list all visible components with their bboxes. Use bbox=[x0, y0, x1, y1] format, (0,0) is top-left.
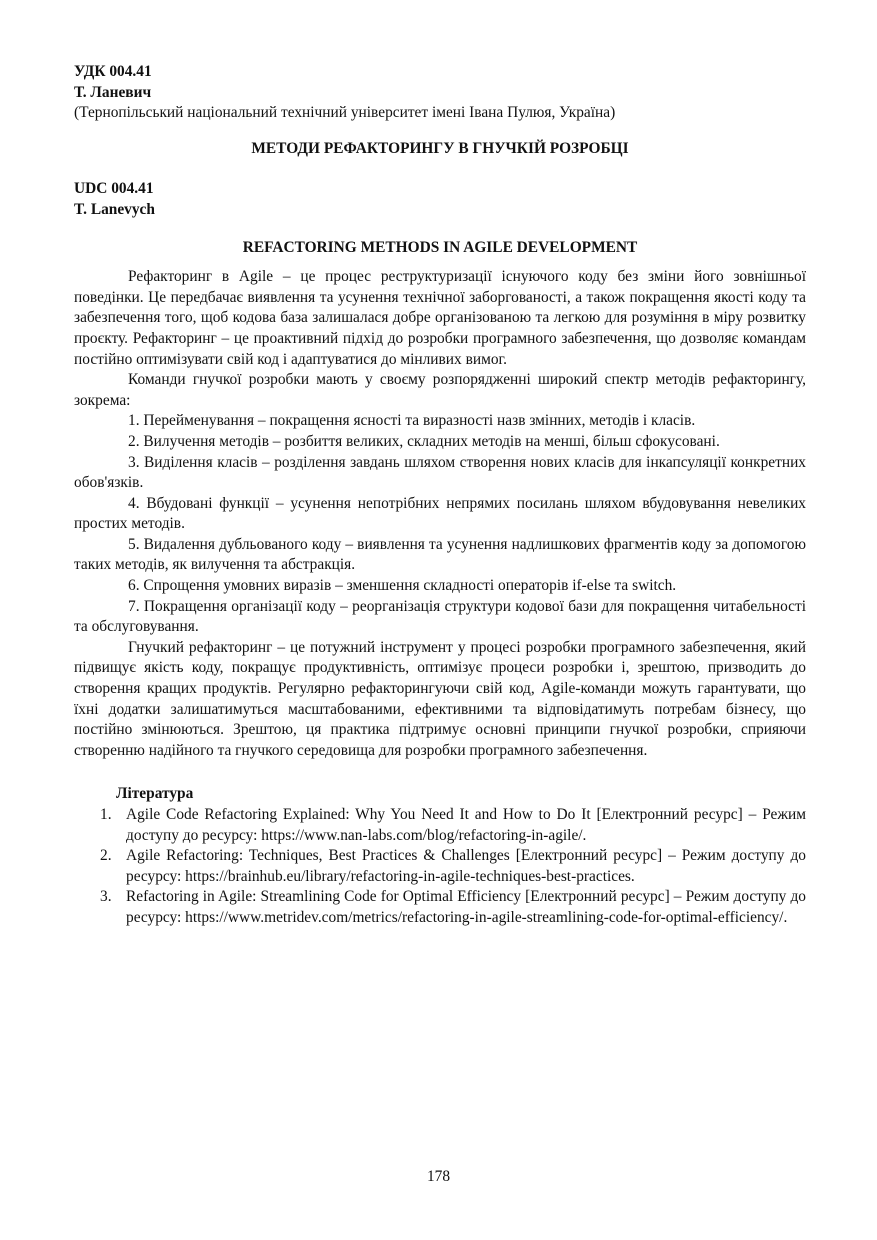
paragraph-intro: Рефакторинг в Agile – це процес реструктуризації існуючого коду без зміни його зовнішньої поведінки. Це передбачає виявлення та усунення технічної заборгованості, а також покращення якості коду та забезпечення того, щоб кодова база залишалася добре організованою та легкою для розуміння в міру розвитку проєкту. Рефакторинг – це проактивний підхід до розробки програмного забезпечення, що дозволяє командам постійно оптимізувати свій код і адаптуватися до мінливих вимог. bbox=[74, 268, 806, 368]
paper-body bbox=[74, 62, 806, 929]
method-item: 7. Покращення організації коду – реорганізація структури кодової бази для покращення читабельності та обслуговування. bbox=[74, 597, 806, 636]
reference-number: 3. bbox=[100, 888, 112, 906]
paragraph-conclusion: Гнучкий рефакторинг – це потужний інструмент у процесі розробки програмного забезпечення, який підвищує якість коду, покращує продуктивність, оптимізує процеси розробки і, зрештою, призводить до створення кращих продуктів. Регулярно рефакторингуючи свій код, Agile-команди можуть гарантувати, що їхні додатки залишатимуться масштабованими, ефективними та відповідатимуть потребам бізнесу, що постійно змінюються. Зрештою, ця практика підтримує основні принципи гнучкої розробки, сприяючи створенню надійного та гнучкого середовища для розробки програмного забезпечення. bbox=[74, 638, 806, 759]
references-list bbox=[74, 805, 806, 929]
reference-number: 2. bbox=[100, 847, 112, 865]
references-heading: Література bbox=[116, 785, 194, 803]
paragraph-methods-lead: Команди гнучкої розробки мають у своєму розпорядженні широкий спектр методів рефакторингу, зокрема: bbox=[74, 371, 806, 409]
title-ua: МЕТОДИ РЕФАКТОРИНГУ В ГНУЧКІЙ РОЗРОБЦІ bbox=[251, 139, 629, 157]
author-ua: Т. Ланевич bbox=[74, 83, 152, 101]
reference-text: Agile Refactoring: Techniques, Best Practices & Challenges [Електронний ресурс] – Режим доступу до ресурсу: https://brainhub.eu/library/refactoring-in-agile-techniques-best-practices. bbox=[126, 847, 806, 885]
reference-item bbox=[74, 805, 806, 846]
udc-code-en: UDC 004.41 bbox=[74, 180, 154, 198]
method-item: 6. Спрощення умовних виразів – зменшення складності операторів if-else та switch. bbox=[128, 577, 677, 595]
author-en: T. Lanevych bbox=[74, 200, 155, 218]
method-item: 5. Видалення дубльованого коду – виявлення та усунення надлишкових фрагментів коду за допомогою таких методів, як вилучення та абстракція. bbox=[74, 535, 806, 574]
method-item: 2. Вилучення методів – розбиття великих, складних методів на менші, більш сфокусовані. bbox=[128, 432, 720, 450]
reference-number: 1. bbox=[100, 806, 112, 823]
page-number: 178 bbox=[426, 1168, 451, 1185]
reference-text: Agile Code Refactoring Explained: Why You Need It and How to Do It [Електронний ресурс] – Режим доступу до ресурсу: https://www.nan-labs.com/blog/refactoring-in-agile/. bbox=[126, 806, 806, 844]
method-item: 1. Перейменування – покращення ясності та виразності назв змінних, методів і класів. bbox=[128, 412, 696, 430]
reference-item bbox=[74, 846, 806, 887]
method-item: 3. Виділення класів – розділення завдань шляхом створення нових класів для інкапсуляції конкретних обов'язків. bbox=[74, 453, 806, 492]
reference-text: Refactoring in Agile: Streamlining Code for Optimal Efficiency [Електронний ресурс] – Режим доступу до ресурсу: https://www.metridev.com/metrics/refactoring-in-agile-streamlining-code-for-optimal-efficiency/. bbox=[126, 888, 806, 926]
title-en: REFACTORING METHODS IN AGILE DEVELOPMENT bbox=[242, 238, 638, 256]
reference-item bbox=[74, 887, 806, 928]
affiliation-ua: (Тернопільський національний технічний університет імені Івана Пулюя, Україна) bbox=[74, 104, 616, 122]
method-item: 4. Вбудовані функції – усунення непотрібних непрямих посилань шляхом вбудовування невеликих простих методів. bbox=[74, 494, 806, 533]
udk-code-ua: УДК 004.41 bbox=[74, 63, 152, 80]
